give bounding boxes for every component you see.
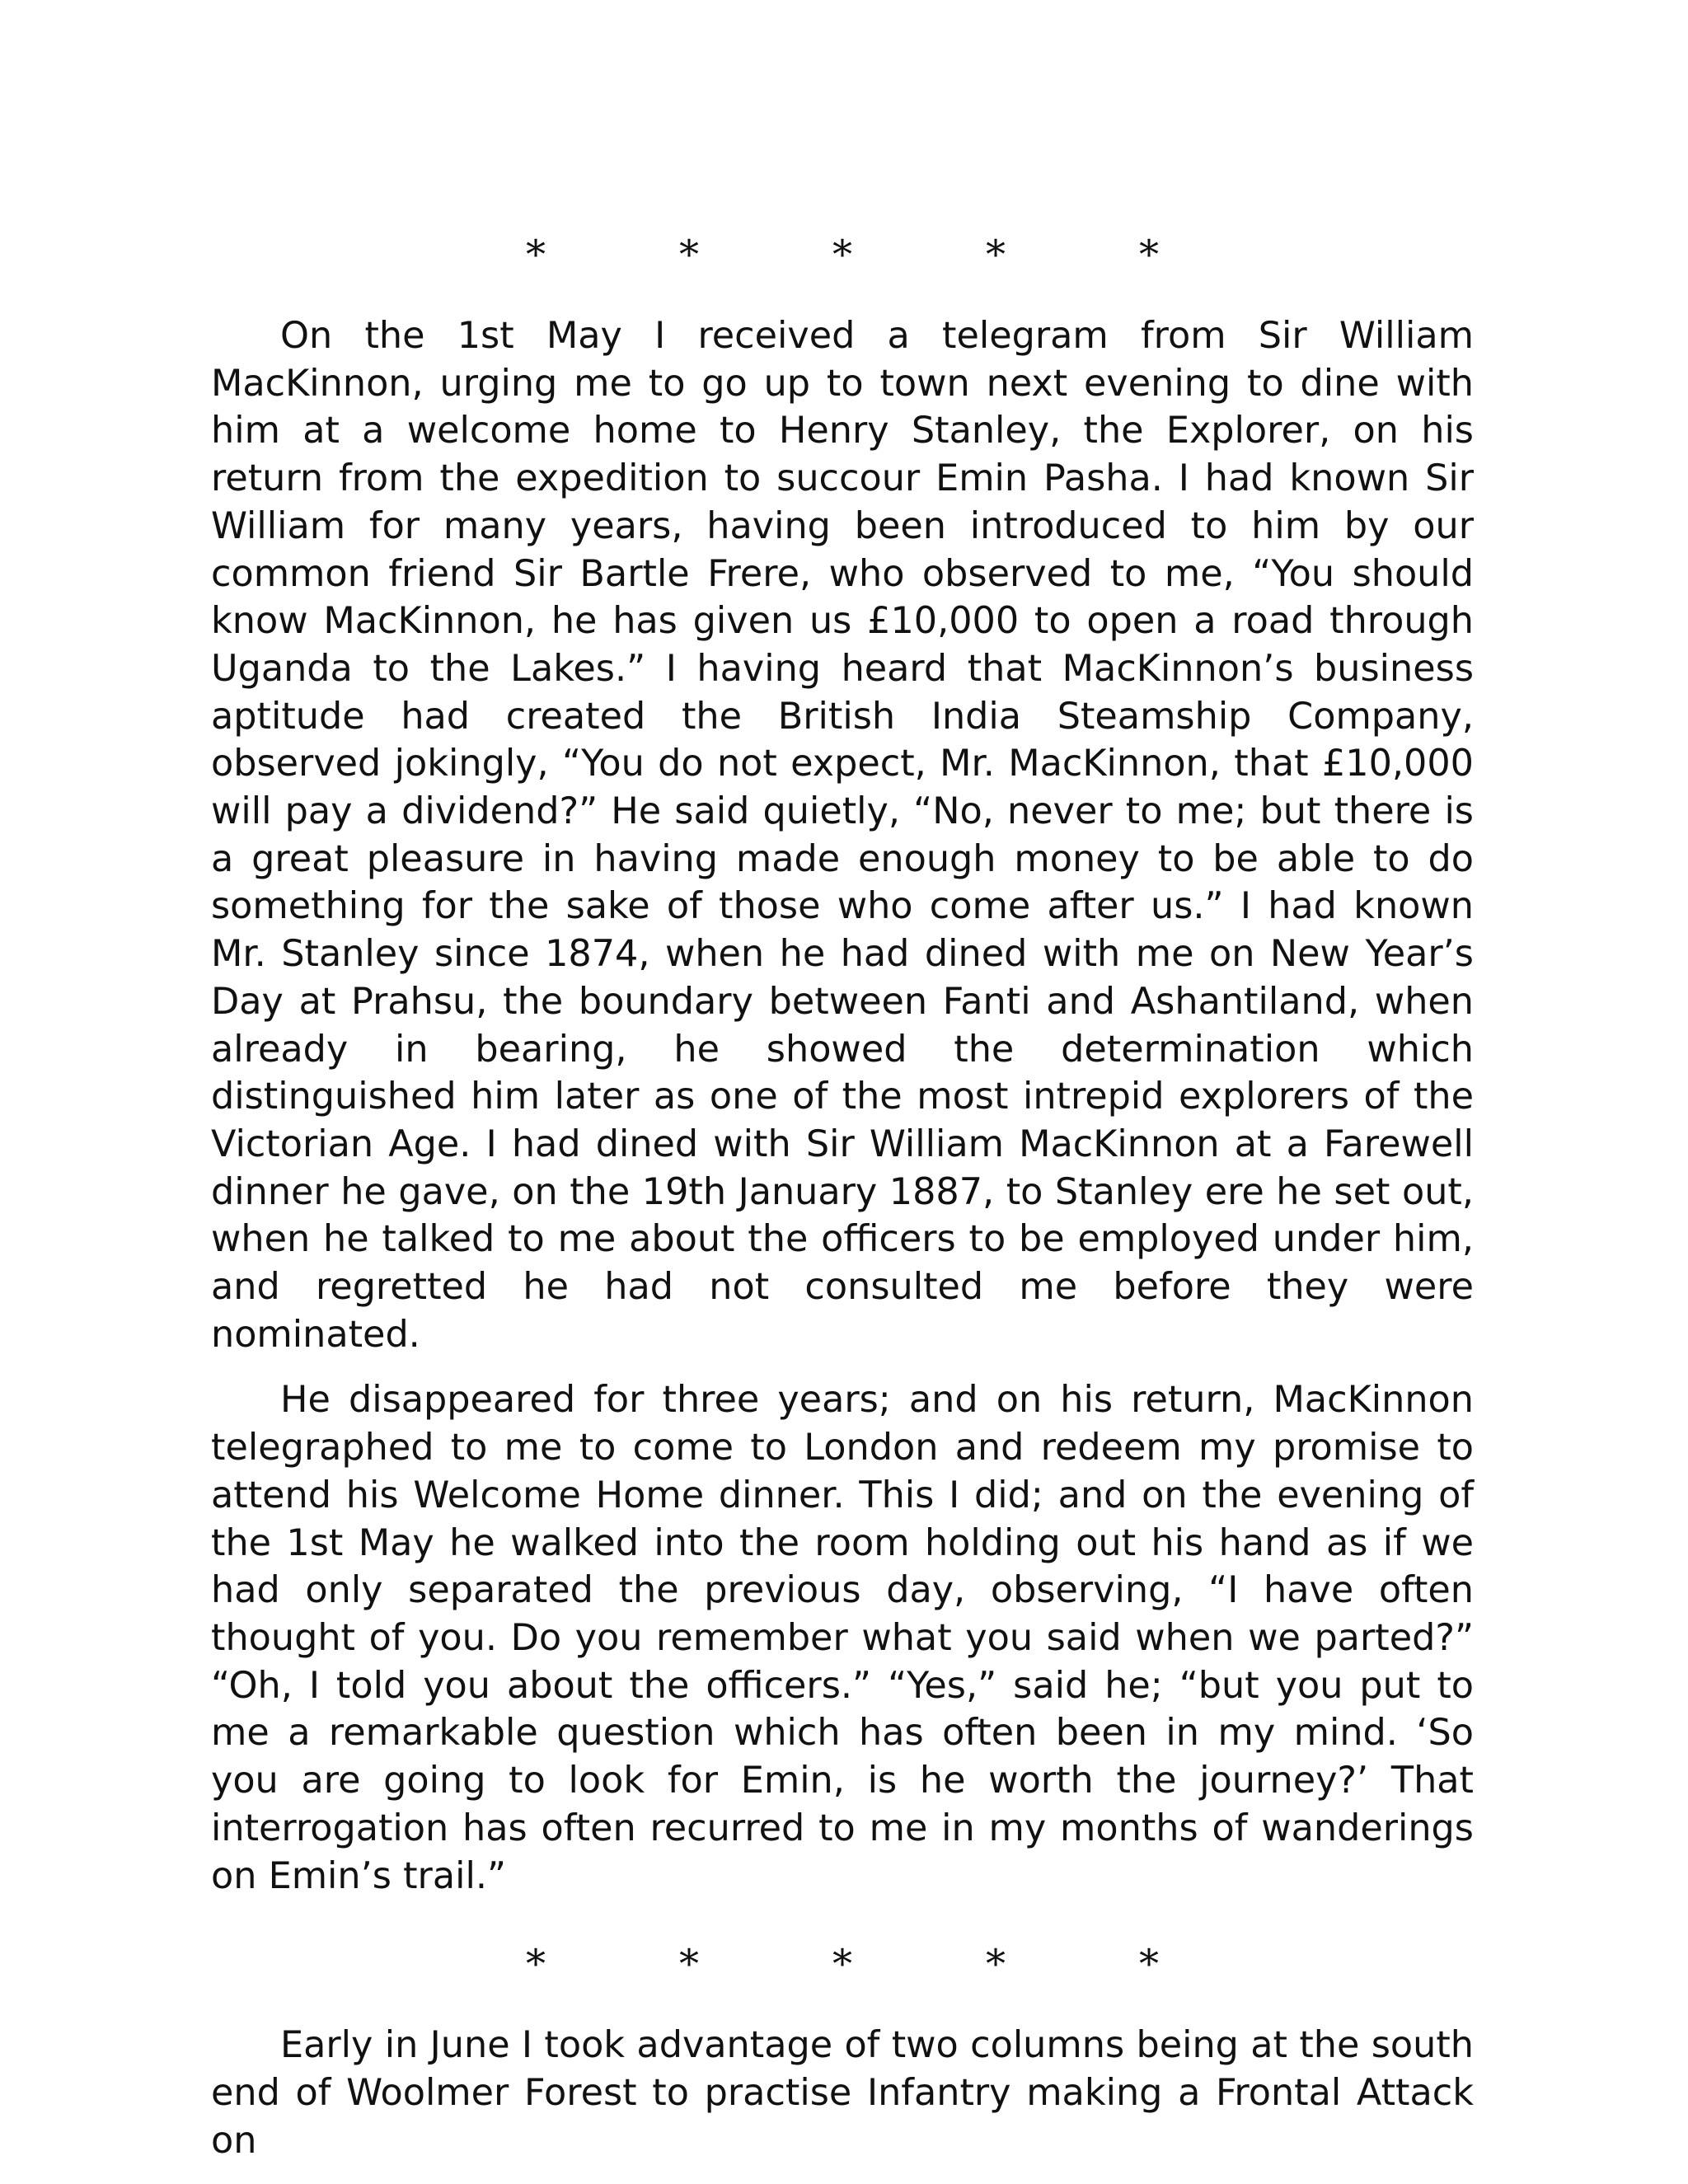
paragraph-mackinnon-telegram: On the 1st May I received a telegram from Sir William MacKinnon, urging me to go up to town next evening to dine with him at a welcome home to Henry Stanley, the Explorer, on his return from the expedition to succour Emin Pasha. I had known Sir William for many years, having been introduced to him by our common friend Sir Bartle Frere, who observed to me, “You should know MacKinnon, he has given us £10,000 to open a road through Uganda to the Lakes.” I having heard that MacKinnon’s business aptitude had created the British India Steamship Company, observed jokingly, “You do not expect, Mr. MacKinnon, that £10,000 will pay a dividend?” He said quietly, “No, never to me; but there is a great pleasure in having made enough money to be able to do something for the sake of those who come after us.” I had known Mr. Stanley since 1874, when he had dined with me on New Year’s Day at Prahsu, the boundary between Fanti and Ashantiland, when already in bearing, he showed the determination which distinguished him later as one of the most intrepid explorers of the Victorian Age. I had dined with Sir William MacKinnon at a Farewell dinner he gave, on the 19th January 1887, to Stanley ere he set out, when he talked to me about the officers to be employed under him, and regretted he had not consulted me before they were nominated.: [211, 315, 1474, 1356]
separator-star: *: [986, 232, 1006, 278]
separator-star: *: [832, 1941, 852, 1988]
section-separator-top: [211, 232, 1474, 278]
separator-star: *: [679, 232, 699, 278]
paragraph-stanley-return: He disappeared for three years; and on his return, MacKinnon telegraphed to me to come to London and redeem my promise to attend his Welcome Home dinner. This I did; and on the evening of the 1st May he walked into the room holding out his hand as if we had only separated the previous day, observing, “I have often thought of you. Do you remember what you said when we parted?” “Oh, I told you about the officers.” “Yes,” said he; “but you put to me a remarkable question which has often been in my mind. ‘So you are going to look for Emin, is he worth the journey?’ That interrogation has often recurred to me in my months of wanderings on Emin’s trail.”: [211, 1379, 1474, 1897]
separator-star: *: [1139, 232, 1159, 278]
separator-star: *: [832, 232, 852, 278]
page-body: [211, 218, 1474, 2164]
separator-star: *: [986, 1941, 1006, 1988]
separator-star: *: [526, 1941, 546, 1988]
separator-star: *: [526, 232, 546, 278]
separator-star: *: [1139, 1941, 1159, 1988]
separator-star: *: [679, 1941, 699, 1988]
section-separator-middle: [211, 1941, 1474, 1988]
paragraph-woolmer-forest: Early in June I took advantage of two columns being at the south end of Woolmer Forest to practise Infantry making a Frontal Attack on: [211, 2024, 1474, 2162]
